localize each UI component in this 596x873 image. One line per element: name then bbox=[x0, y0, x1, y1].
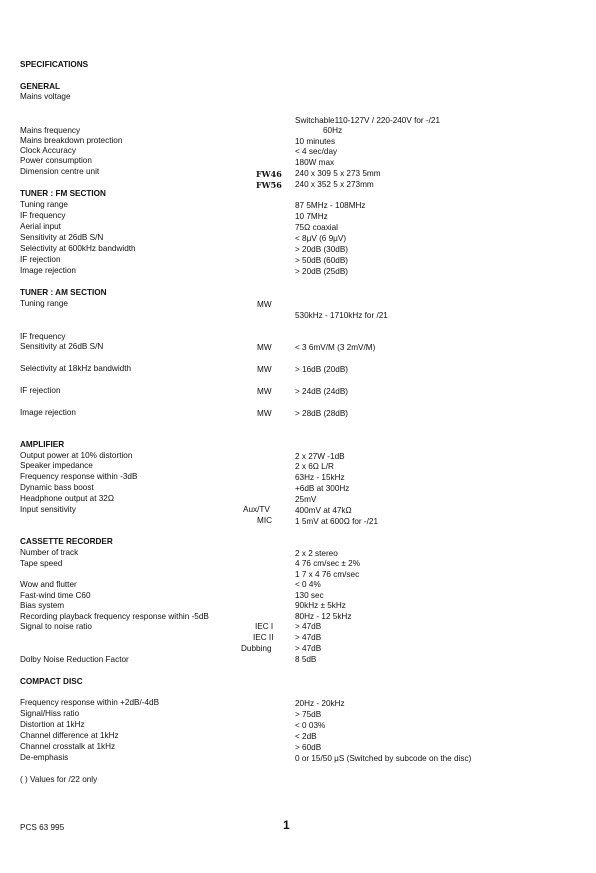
spec-value: 2 x 27W -1dB bbox=[295, 452, 345, 461]
band-label: MW bbox=[257, 343, 272, 352]
spec-label: Headphone output at 32Ω bbox=[20, 494, 114, 503]
spec-label: Mains frequency bbox=[20, 126, 81, 135]
cassette-heading: CASSETTE RECORDER bbox=[20, 537, 113, 546]
spec-label: Frequency response within -3dB bbox=[20, 472, 138, 481]
input-type-label: Aux/TV bbox=[243, 505, 270, 514]
spec-value: 2 x 6Ω L/R bbox=[295, 462, 334, 471]
spec-label: Clock Accuracy bbox=[20, 146, 76, 155]
spec-label: IF frequency bbox=[20, 332, 66, 341]
spec-value: < 0 03% bbox=[295, 721, 326, 730]
spec-label: Wow and flutter bbox=[20, 580, 77, 589]
spec-label: Dolby Noise Reduction Factor bbox=[20, 655, 129, 664]
spec-label: Signal to noise ratio bbox=[20, 622, 92, 631]
spec-label: Selectivity at 18kHz bandwidth bbox=[20, 364, 132, 373]
band-label: MW bbox=[257, 300, 272, 309]
spec-value: < 0 4% bbox=[295, 580, 321, 589]
spec-label: Image rejection bbox=[20, 266, 76, 275]
spec-label: Speaker impedance bbox=[20, 461, 93, 470]
spec-value: 10 7MHz bbox=[295, 212, 328, 221]
spec-label: IF frequency bbox=[20, 211, 66, 220]
spec-value: 60Hz bbox=[323, 126, 343, 135]
spec-label: Input sensitivity bbox=[20, 505, 76, 514]
spec-label: Mains voltage bbox=[20, 92, 71, 101]
input-type-label: MIC bbox=[257, 516, 273, 525]
spec-label: Dynamic bass boost bbox=[20, 483, 94, 492]
spec-label: Mains breakdown protection bbox=[20, 136, 123, 145]
spec-label: Signal/Hiss ratio bbox=[20, 709, 80, 718]
spec-value: > 47dB bbox=[295, 633, 322, 642]
spec-value: < 3 6mV/M (3 2mV/M) bbox=[295, 343, 376, 352]
spec-value: 530kHz - 1710kHz for /21 bbox=[295, 311, 388, 320]
spec-label: Channel difference at 1kHz bbox=[20, 731, 119, 740]
mode-label: IEC II bbox=[253, 633, 274, 642]
spec-label: Sensitivity at 26dB S/N bbox=[20, 233, 104, 242]
spec-value: > 60dB bbox=[295, 743, 322, 752]
spec-label: Distortion at 1kHz bbox=[20, 720, 85, 729]
band-label: MW bbox=[257, 409, 272, 418]
page-number: 1 bbox=[283, 818, 290, 832]
spec-value: 90kHz ± 5kHz bbox=[295, 601, 346, 610]
spec-value: 2 x 2 stereo bbox=[295, 549, 338, 558]
spec-value: 75Ω coaxial bbox=[295, 223, 338, 232]
spec-value: 10 minutes bbox=[295, 137, 336, 146]
model-label: FW56 bbox=[256, 180, 282, 190]
spec-value: > 20dB (30dB) bbox=[295, 245, 349, 254]
spec-value: 1 7 x 4 76 cm/sec bbox=[295, 570, 360, 579]
spec-label: Tuning range bbox=[20, 200, 68, 209]
spec-value: 80Hz - 12 5kHz bbox=[295, 612, 352, 621]
spec-label: IF rejection bbox=[20, 386, 61, 395]
spec-label: Channel crosstalk at 1kHz bbox=[20, 742, 116, 751]
spec-label: Sensitivity at 26dB S/N bbox=[20, 342, 104, 351]
cd-heading: COMPACT DISC bbox=[20, 677, 83, 686]
spec-value: < 8μV (6 9μV) bbox=[295, 234, 347, 243]
spec-label: Power consumption bbox=[20, 156, 92, 165]
spec-value: 8 5dB bbox=[295, 655, 317, 664]
spec-value: 130 sec bbox=[295, 591, 324, 600]
spec-label: Tape speed bbox=[20, 559, 63, 568]
spec-value: 4 76 cm/sec ± 2% bbox=[295, 559, 361, 568]
spec-label: Image rejection bbox=[20, 408, 76, 417]
document-code: PCS 63 995 bbox=[20, 823, 65, 832]
spec-label: Output power at 10% distortion bbox=[20, 451, 133, 460]
mode-label: Dubbing bbox=[241, 644, 272, 653]
spec-label: Frequency response within +2dB/-4dB bbox=[20, 698, 160, 707]
spec-value: 20Hz - 20kHz bbox=[295, 699, 345, 708]
am-heading: TUNER : AM SECTION bbox=[20, 288, 107, 297]
values-note: ( ) Values for /22 only bbox=[20, 775, 98, 784]
spec-value: 87 5MHz - 108MHz bbox=[295, 201, 366, 210]
spec-label: IF rejection bbox=[20, 255, 61, 264]
spec-label: De-emphasis bbox=[20, 753, 69, 762]
spec-value: > 50dB (60dB) bbox=[295, 256, 349, 265]
spec-value: > 75dB bbox=[295, 710, 322, 719]
spec-label: Selectivity at 600kHz bandwidth bbox=[20, 244, 136, 253]
spec-value: 240 x 309 5 x 273 5mm bbox=[295, 169, 381, 178]
spec-value: Switchable110-127V / 220-240V for -/21 bbox=[295, 116, 441, 125]
spec-value: +6dB at 300Hz bbox=[295, 484, 350, 493]
spec-label: Dimension centre unit bbox=[20, 167, 100, 176]
spec-value: > 47dB bbox=[295, 622, 322, 631]
spec-label: Aerial input bbox=[20, 222, 61, 231]
mode-label: IEC I bbox=[255, 622, 274, 631]
spec-label: Number of track bbox=[20, 548, 79, 557]
spec-label: Tuning range bbox=[20, 299, 68, 308]
band-label: MW bbox=[257, 387, 272, 396]
fm-heading: TUNER : FM SECTION bbox=[20, 189, 106, 198]
spec-value: > 20dB (25dB) bbox=[295, 267, 349, 276]
spec-label: Fast-wind time C60 bbox=[20, 591, 91, 600]
general-heading: GENERAL bbox=[20, 82, 61, 91]
spec-label: Bias system bbox=[20, 601, 65, 610]
spec-label: Recording playback frequency response within -5dB bbox=[20, 612, 209, 621]
spec-value: > 24dB (24dB) bbox=[295, 387, 349, 396]
amplifier-heading: AMPLIFIER bbox=[20, 440, 65, 449]
model-label: FW46 bbox=[256, 169, 282, 179]
spec-value: 63Hz - 15kHz bbox=[295, 473, 345, 482]
spec-value: < 4 sec/day bbox=[295, 147, 338, 156]
spec-value: 25mV bbox=[295, 495, 317, 504]
spec-value: 400mV at 47kΩ bbox=[295, 506, 352, 515]
spec-value: 1 5mV at 600Ω for -/21 bbox=[295, 517, 379, 526]
spec-value: 0 or 15/50 μS (Switched by subcode on the disc) bbox=[295, 754, 472, 763]
spec-value: 180W max bbox=[295, 158, 335, 167]
band-label: MW bbox=[257, 365, 272, 374]
spec-value: > 47dB bbox=[295, 644, 322, 653]
spec-value: > 16dB (20dB) bbox=[295, 365, 349, 374]
spec-value: > 28dB (28dB) bbox=[295, 409, 349, 418]
page-title: SPECIFICATIONS bbox=[20, 60, 89, 69]
spec-value: 240 x 352 5 x 273mm bbox=[295, 180, 374, 189]
spec-value: < 2dB bbox=[295, 732, 317, 741]
